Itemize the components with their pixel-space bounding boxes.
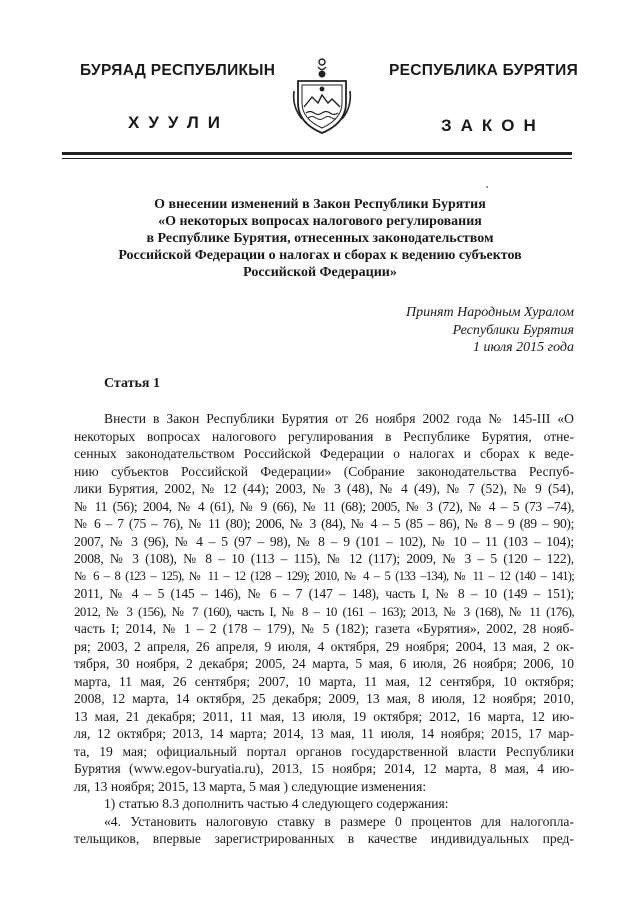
body-line: тельщиков, впервые зарегистрированных в качестве индивидуальных пред- <box>74 831 574 846</box>
body-line: марта, 11 мая, 26 сентября; 2007, 10 марта, 11 мая, 12 сентября, 10 октября; <box>74 673 574 689</box>
body-line: некоторых вопросах налогового регулирования в Республике Бурятия, отне- <box>74 428 574 444</box>
article-heading: Статья 1 <box>104 376 160 391</box>
header-left-top: БУРЯАД РЕСПУБЛИКЫН <box>80 62 276 79</box>
body-line: ля, 12 октября; 2013, 14 марта; 2014, 13 мая, 11 июля, 14 ноября; 2015, 17 мар- <box>74 726 574 741</box>
article-body <box>74 410 574 848</box>
coat-of-arms-icon <box>290 55 354 137</box>
law-title-line: «О некоторых вопросах налогового регулирования <box>158 214 482 229</box>
body-line: 2008, № 3 (108), № 8 – 10 (113 – 115), № 12 (117); 2009, № 3 – 5 (120 – 122), <box>74 551 574 566</box>
law-title <box>80 196 560 281</box>
header-right-bottom: ЗАКОН <box>441 116 545 135</box>
body-line: лики Бурятия, 2002, № 12 (44); 2003, № 3 (48), № 4 (49), № 7 (52), № 9 (54), <box>74 481 574 496</box>
adoption-line: Принят Народным Хуралом <box>405 305 574 320</box>
body-line: часть I; 2014, № 1 – 2 (178 – 179), № 5 (182); газета «Бурятия», 2002, 28 нояб- <box>74 621 574 636</box>
body-line: нию субъектов Российской Федерации» (Собрание законодательства Респуб- <box>74 463 574 479</box>
body-line: тября, 30 ноября, 2 декабря; 2005, 24 марта, 5 мая, 6 июля, 26 ноября; 2006, 10 <box>74 656 574 671</box>
law-title-line: Российской Федерации о налогах и сборах к ведению субъектов <box>118 248 522 263</box>
body-line: 2007, № 3 (96), № 4 – 5 (97 – 98), № 8 – 9 (101 – 102), № 10 – 11 (103 – 104); <box>74 533 574 549</box>
header-right-top: РЕСПУБЛИКА БУРЯТИЯ <box>389 62 579 79</box>
body-line: 13 мая, 21 декабря; 2011, 11 мая, 13 июля, 19 октября; 2012, 16 марта, 12 ию- <box>74 708 574 724</box>
law-title-line: О внесении изменений в Закон Республики Бурятия <box>154 197 486 212</box>
adoption-line: Республики Бурятия <box>452 322 574 338</box>
header-left-bottom: ХУУЛИ <box>128 113 229 132</box>
header-rule-thin <box>62 158 572 159</box>
adoption-line: 1 июля 2015 года <box>473 340 574 355</box>
body-line: 2008, 12 марта, 14 октября, 25 декабря; 2009, 13 мая, 8 июля, 12 ноября; 2010, <box>74 691 574 706</box>
body-line: № 6 – 8 (123 – 125), № 11 – 12 (128 – 129); 2010, № 4 – 5 (133 –134), № 11 – 12 (140 – 141); <box>74 568 574 583</box>
body-line: 2011, № 4 – 5 (145 – 146), № 6 – 7 (147 – 148), часть I, № 8 – 10 (149 – 151); <box>74 586 574 601</box>
header-rule-thick <box>62 152 572 155</box>
adoption-note <box>406 304 574 357</box>
body-line: Внести в Закон Республики Бурятия от 26 ноября 2002 года № 145-III «О <box>104 411 574 426</box>
law-title-line: в Республике Бурятия, отнесенных законодательством <box>146 231 494 246</box>
body-line: 2012, № 3 (156), № 7 (160), часть I, № 8 – 10 (161 – 163); 2013, № 3 (168), № 11 (176), <box>74 603 574 619</box>
body-line: 1) статью 8.3 дополнить частью 4 следующего содержания: <box>104 796 449 811</box>
body-line: № 11 (56); 2004, № 4 (61), № 9 (66), № 11 (68); 2005, № 3 (72), № 4 – 5 (73 –74), <box>74 498 574 514</box>
scan-speck <box>486 186 488 188</box>
body-line: ря; 2003, 2 апреля, 26 апреля, 9 июля, 4 октября, 29 ноября; 2004, 13 мая, 2 ок- <box>74 638 574 654</box>
body-line: № 6 – 7 (75 – 76), № 11 (80); 2006, № 3 (84), № 4 – 5 (85 – 86), № 8 – 9 (89 – 90); <box>74 516 574 531</box>
body-line: сенных законодательством Российской Федерации о налогах и сборах к веде- <box>74 446 574 461</box>
body-line: ля, 13 ноября; 2015, 13 марта, 5 мая ) следующие изменения: <box>74 778 427 794</box>
body-line: «4. Установить налоговую ставку в размере 0 процентов для налогопла- <box>104 813 574 829</box>
body-line: та, 19 мая; официальный портал органов государственной власти Республики <box>74 743 574 759</box>
body-line: Бурятия (www.egov-buryatia.ru), 2013, 15 ноября; 2014, 12 марта, 8 мая, 4 ию- <box>74 761 574 776</box>
law-title-line: Российской Федерации» <box>243 265 397 280</box>
